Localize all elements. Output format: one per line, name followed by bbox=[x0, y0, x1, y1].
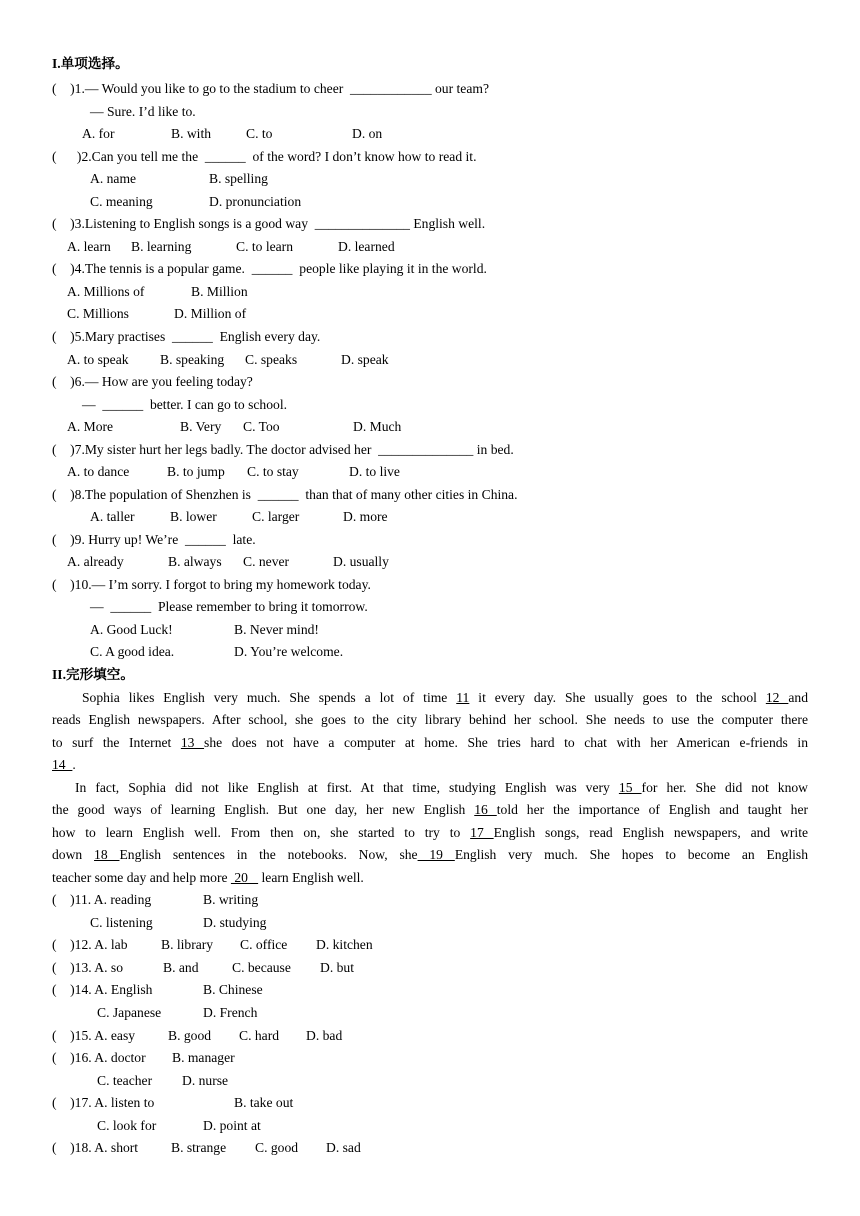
passage-line-4: 14 . bbox=[52, 757, 76, 772]
cloze-18-option-a: ( )18. A. short bbox=[52, 1140, 139, 1155]
q7-option-a: A. to dance bbox=[67, 464, 130, 479]
q3-option-b: B. learning bbox=[131, 239, 192, 254]
q2-option-a: A. name bbox=[90, 171, 137, 186]
q3-option-a: A. learn bbox=[67, 239, 111, 254]
cloze-15-option-c: C. hard bbox=[239, 1028, 280, 1043]
question-9-stem: ( )9. Hurry up! We’re ______ late. bbox=[52, 532, 256, 547]
cloze-15-option-a: ( )15. A. easy bbox=[52, 1028, 136, 1043]
q9-option-b: B. always bbox=[168, 554, 222, 569]
cloze-11-option-b: B. writing bbox=[203, 892, 259, 907]
passage-line-3: to surf the Internet 13 she does not have a computer at home. She tries hard to chat with her American e-friends in bbox=[52, 735, 808, 750]
cloze-14-option-b: B. Chinese bbox=[203, 982, 263, 997]
q7-option-b: B. to jump bbox=[167, 464, 225, 479]
blank-18: 18 bbox=[94, 847, 120, 862]
q5-option-b: B. speaking bbox=[160, 352, 225, 367]
q3-option-c: C. to learn bbox=[236, 239, 294, 254]
question-6-reply: — ______ better. I can go to school. bbox=[82, 397, 288, 412]
passage-line-2: reads English newspapers. After school, she goes to the city library behind her school. She needs to use the computer there bbox=[52, 712, 808, 727]
q8-option-a: A. taller bbox=[90, 509, 135, 524]
cloze-12-option-b: B. library bbox=[161, 937, 214, 952]
blank-17: 17 bbox=[470, 825, 494, 840]
question-2-stem: ( )2.Can you tell me the ______ of the word? I don’t know how to read it. bbox=[52, 149, 477, 164]
q4-option-b: B. Million bbox=[191, 284, 248, 299]
cloze-13-option-d: D. but bbox=[320, 960, 354, 975]
q6-option-b: B. Very bbox=[180, 419, 222, 434]
cloze-16-option-d: D. nurse bbox=[182, 1073, 229, 1088]
cloze-17-option-c: C. look for bbox=[97, 1118, 157, 1133]
cloze-18-option-d: D. sad bbox=[326, 1140, 361, 1155]
q6-option-d: D. Much bbox=[353, 419, 402, 434]
q10-option-d: D. You’re welcome. bbox=[234, 644, 344, 659]
blank-11: 11 bbox=[456, 690, 470, 705]
question-8-stem: ( )8.The population of Shenzhen is ______ than that of many other cities in China. bbox=[52, 487, 518, 502]
cloze-12-option-c: C. office bbox=[240, 937, 288, 952]
cloze-11-option-d: D. studying bbox=[203, 915, 267, 930]
cloze-12-option-d: D. kitchen bbox=[316, 937, 373, 952]
blank-12: 12 bbox=[765, 690, 789, 705]
question-3-stem: ( )3.Listening to English songs is a good way ______________ English well. bbox=[52, 216, 486, 231]
cloze-17-option-b: B. take out bbox=[234, 1095, 294, 1110]
question-10-stem: ( )10.— I’m sorry. I forgot to bring my homework today. bbox=[52, 577, 371, 592]
q1-option-a: A. for bbox=[82, 126, 115, 141]
q9-option-a: A. already bbox=[67, 554, 124, 569]
cloze-11-option-c: C. listening bbox=[90, 915, 153, 930]
cloze-12-option-a: ( )12. A. lab bbox=[52, 937, 128, 952]
question-4-stem: ( )4.The tennis is a popular game. ______ people like playing it in the world. bbox=[52, 261, 487, 276]
cloze-18-option-c: C. good bbox=[255, 1140, 299, 1155]
q8-option-c: C. larger bbox=[252, 509, 300, 524]
q10-option-c: C. A good idea. bbox=[90, 644, 175, 659]
q10-option-a: A. Good Luck! bbox=[90, 622, 173, 637]
passage-line-1: Sophia likes English very much. She spends a lot of time 11 it every day. She usually goes to the school 12 and bbox=[82, 690, 808, 705]
question-5-stem: ( )5.Mary practises ______ English every day. bbox=[52, 329, 321, 344]
q5-option-c: C. speaks bbox=[245, 352, 298, 367]
cloze-16-option-b: B. manager bbox=[172, 1050, 235, 1065]
q2-option-b: B. spelling bbox=[209, 171, 268, 186]
question-10-reply: — ______ Please remember to bring it tomorrow. bbox=[90, 599, 368, 614]
cloze-15-option-d: D. bad bbox=[306, 1028, 343, 1043]
q1-option-b: B. with bbox=[171, 126, 212, 141]
q4-option-a: A. Millions of bbox=[67, 284, 145, 299]
q1-option-c: C. to bbox=[246, 126, 273, 141]
q1-option-d: D. on bbox=[352, 126, 383, 141]
cloze-13-option-c: C. because bbox=[232, 960, 291, 975]
q10-option-b: B. Never mind! bbox=[234, 622, 319, 637]
question-1-stem: ( )1.— Would you like to go to the stadium to cheer ____________ our team? bbox=[52, 81, 489, 96]
q5-option-d: D. speak bbox=[341, 352, 389, 367]
cloze-16-option-a: ( )16. A. doctor bbox=[52, 1050, 146, 1065]
cloze-13-option-b: B. and bbox=[163, 960, 199, 975]
cloze-16-option-c: C. teacher bbox=[97, 1073, 153, 1088]
q2-option-c: C. meaning bbox=[90, 194, 153, 209]
q7-option-d: D. to live bbox=[349, 464, 400, 479]
q8-option-b: B. lower bbox=[170, 509, 217, 524]
question-1-reply: — Sure. I’d like to. bbox=[90, 104, 196, 119]
question-6-stem: ( )6.— How are you feeling today? bbox=[52, 374, 253, 389]
blank-16: 16 bbox=[474, 802, 497, 817]
q6-option-a: A. More bbox=[67, 419, 114, 434]
cloze-14-option-c: C. Japanese bbox=[97, 1005, 162, 1020]
passage-line-8: down 18 English sentences in the notebooks. Now, she 19 English very much. She hopes to become an English bbox=[52, 847, 809, 862]
passage-line-7: how to learn English well. From then on, she started to try to 17 English songs, read English newspapers, and write bbox=[52, 825, 808, 840]
blank-13: 13 bbox=[180, 735, 205, 750]
q5-option-a: A. to speak bbox=[67, 352, 129, 367]
q9-option-c: C. never bbox=[243, 554, 290, 569]
passage-line-9: teacher some day and help more 20 learn English well. bbox=[52, 870, 364, 885]
cloze-18-option-b: B. strange bbox=[171, 1140, 227, 1155]
section-2-title: II.完形填空。 bbox=[52, 667, 134, 682]
passage-line-5: In fact, Sophia did not like English at first. At that time, studying English was very 15 for her. She did not know bbox=[75, 780, 808, 795]
q6-option-c: C. Too bbox=[243, 419, 280, 434]
question-7-stem: ( )7.My sister hurt her legs badly. The doctor advised her ______________ in bed. bbox=[52, 442, 514, 457]
cloze-14-option-a: ( )14. A. English bbox=[52, 982, 153, 997]
q4-option-c: C. Millions bbox=[67, 306, 129, 321]
q7-option-c: C. to stay bbox=[247, 464, 299, 479]
blank-15: 15 bbox=[618, 780, 642, 795]
cloze-17-option-a: ( )17. A. listen to bbox=[52, 1095, 155, 1110]
blank-19: 19 bbox=[417, 847, 455, 862]
cloze-15-option-b: B. good bbox=[168, 1028, 212, 1043]
q3-option-d: D. learned bbox=[338, 239, 395, 254]
q4-option-d: D. Million of bbox=[174, 306, 247, 321]
cloze-13-option-a: ( )13. A. so bbox=[52, 960, 123, 975]
q9-option-d: D. usually bbox=[333, 554, 389, 569]
section-1-title: I.单项选择。 bbox=[52, 56, 129, 71]
blank-14: 14 bbox=[52, 757, 73, 772]
passage-line-6: the good ways of learning English. But one day, her new English 16 told her the importance of English and taught her bbox=[52, 802, 809, 817]
q2-option-d: D. pronunciation bbox=[209, 194, 302, 209]
cloze-17-option-d: D. point at bbox=[203, 1118, 261, 1133]
q8-option-d: D. more bbox=[343, 509, 388, 524]
cloze-11-option-a: ( )11. A. reading bbox=[52, 892, 152, 907]
cloze-14-option-d: D. French bbox=[203, 1005, 258, 1020]
blank-20: 20 bbox=[230, 870, 259, 885]
